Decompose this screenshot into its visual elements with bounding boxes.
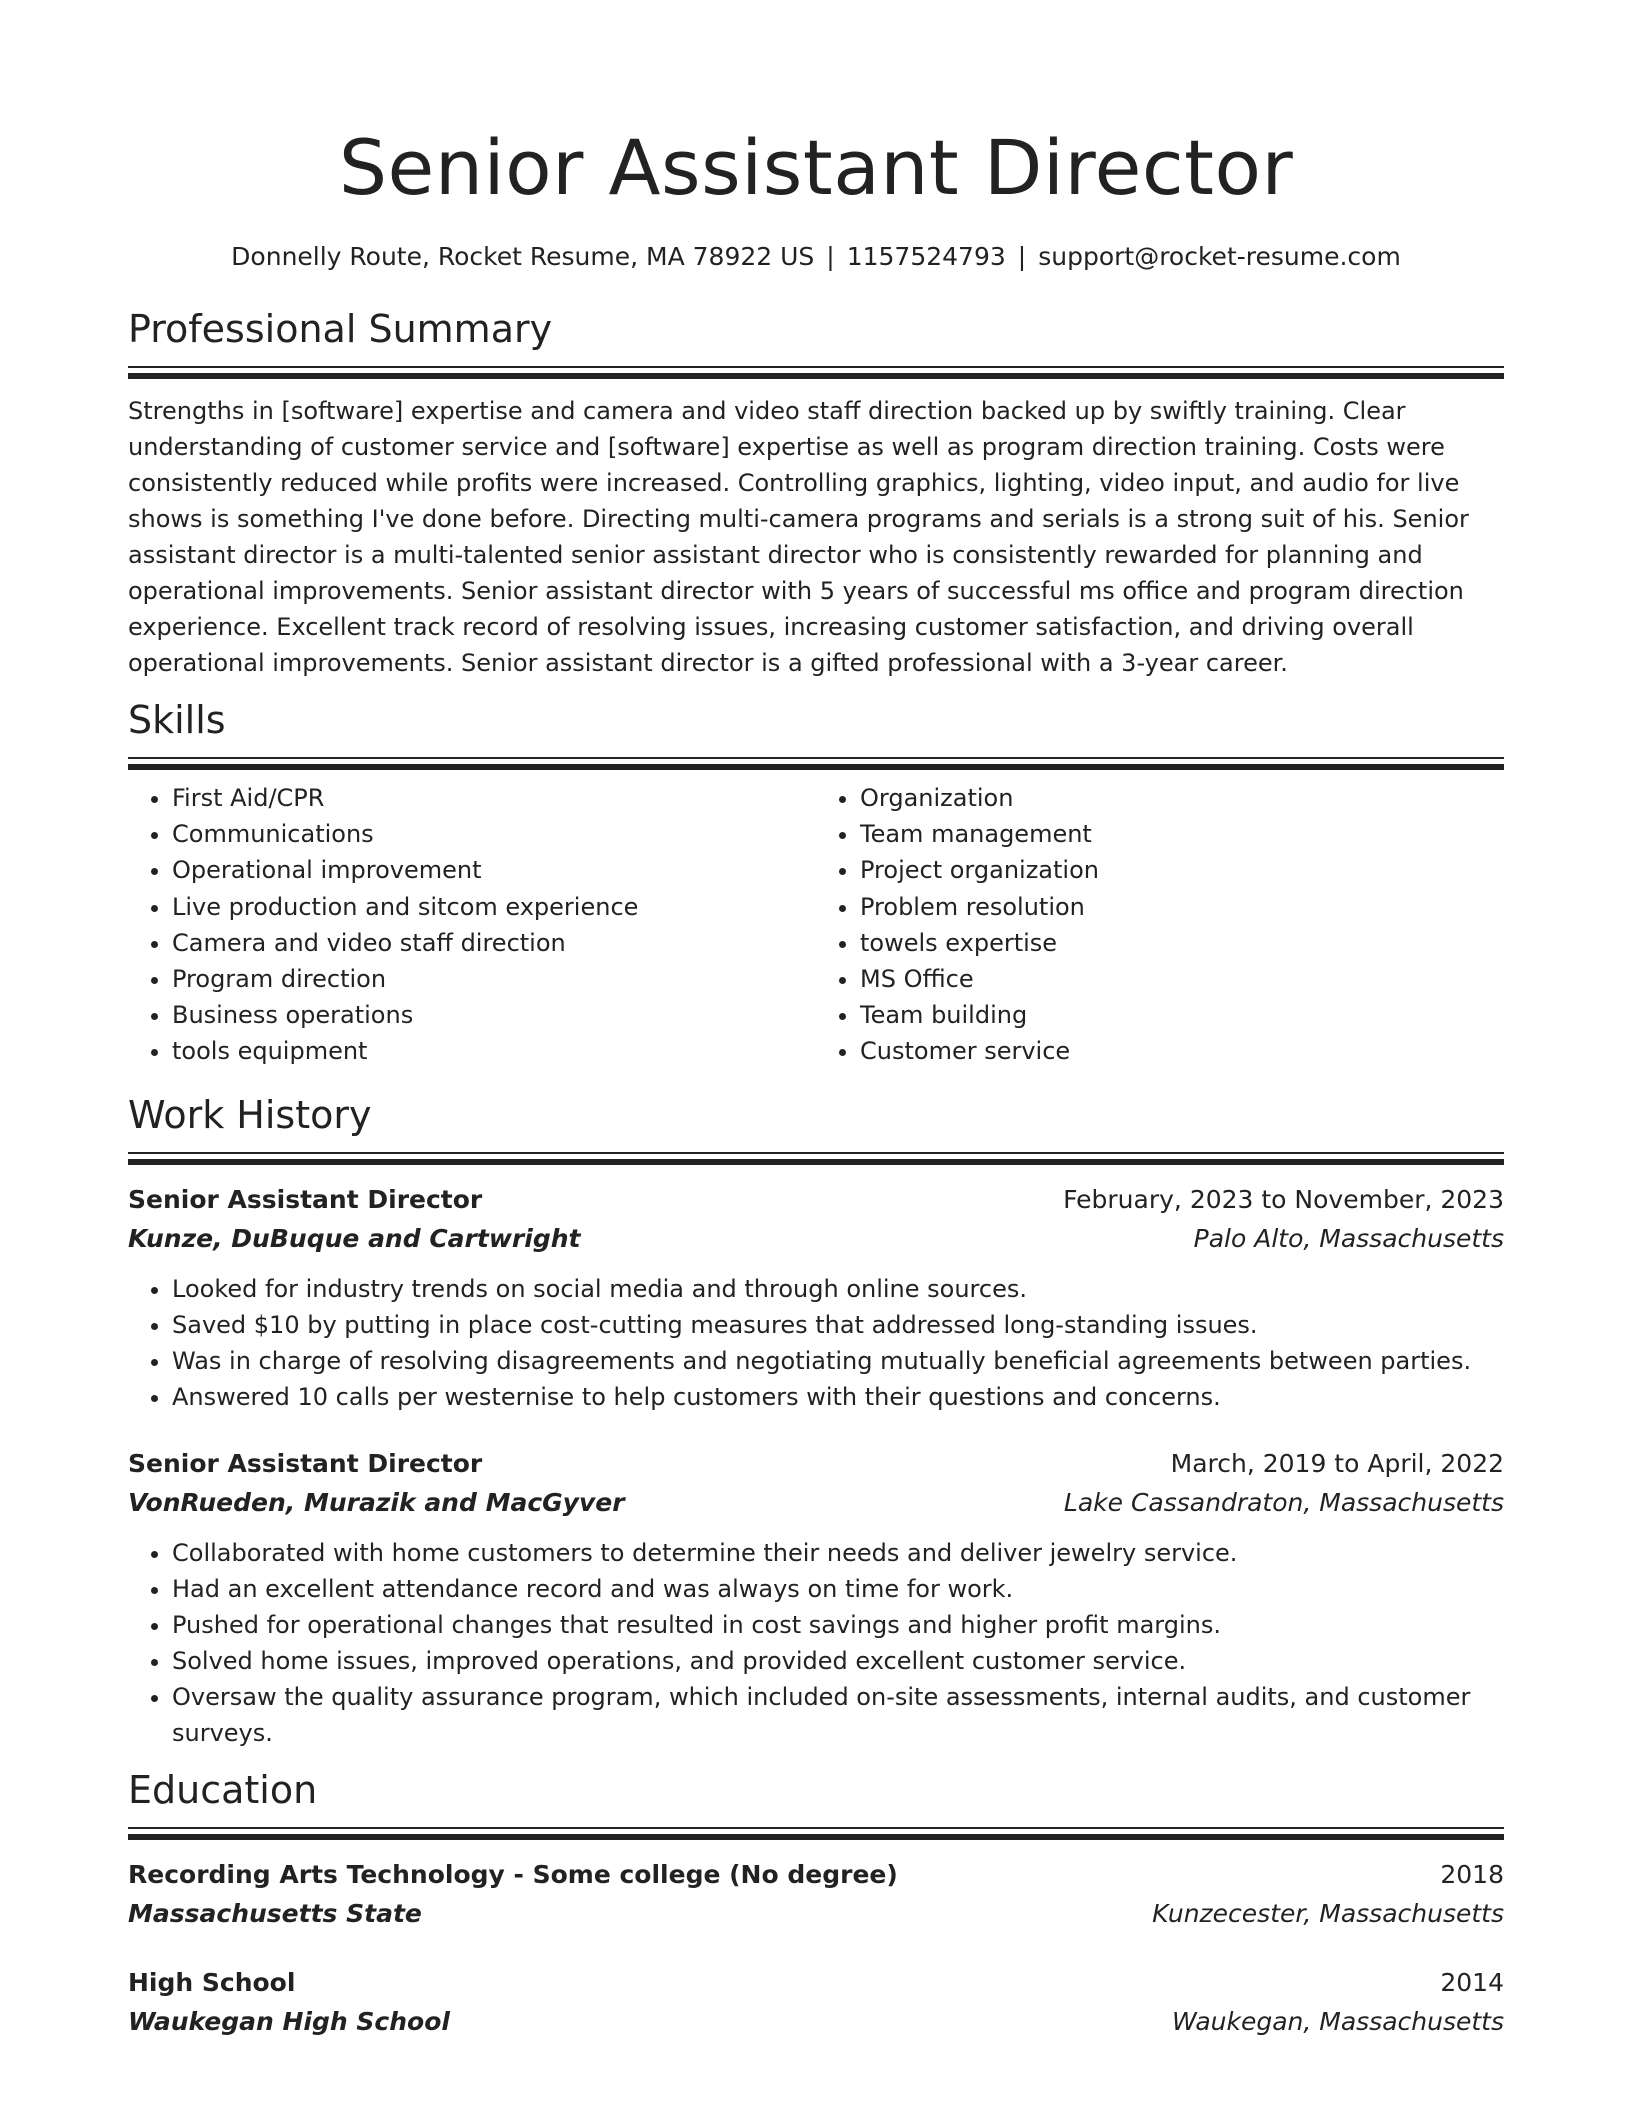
skill-item: • Business operations	[172, 997, 816, 1033]
job-bullet: • Collaborated with home customers to determine their needs and deliver jewelry service.	[172, 1535, 1504, 1571]
resume-content	[128, 0, 1504, 2042]
skill-item: • Team building	[860, 997, 1504, 1033]
contact-separator: |	[826, 242, 835, 271]
contact-address: Donnelly Route, Rocket Resume, MA 78922 US	[231, 242, 815, 271]
job-bullet: • Answered 10 calls per westernise to help customers with their questions and concerns.	[172, 1379, 1504, 1415]
section-title-skills: Skills	[128, 698, 226, 742]
section-title-education: Education	[128, 1767, 318, 1812]
section-divider	[128, 1827, 1504, 1840]
job-bullet: • Pushed for operational changes that resulted in cost savings and higher profit margins.	[172, 1607, 1504, 1643]
education-degree: High School	[128, 1967, 296, 1997]
skill-item: • Problem resolution	[860, 889, 1504, 925]
skill-item: • Live production and sitcom experience	[172, 889, 816, 925]
education-year: 2018	[1440, 1859, 1504, 1889]
job-location: Lake Cassandraton, Massachusetts	[1063, 1487, 1504, 1517]
section-title-summary: Professional Summary	[128, 307, 553, 351]
education-entry	[128, 1964, 1504, 2042]
job-bullets	[128, 1535, 1504, 1751]
work-section	[128, 1090, 1504, 1751]
job-bullet: • Saved $10 by putting in place cost-cutting measures that addressed long-standing issues.	[172, 1307, 1504, 1343]
skill-item: • Operational improvement	[172, 852, 816, 888]
skills-list-right	[816, 780, 1504, 1070]
job-dates: March, 2019 to April, 2022	[1170, 1448, 1504, 1478]
job-bullet: • Had an excellent attendance record and was always on time for work.	[172, 1571, 1504, 1607]
job-bullet: • Looked for industry trends on social media and through online sources.	[172, 1271, 1504, 1307]
skill-item: • towels expertise	[860, 925, 1504, 961]
education-year: 2014	[1440, 1967, 1504, 1997]
education-entry	[128, 1856, 1504, 1934]
education-location: Kunzecester, Massachusetts	[1152, 1898, 1504, 1928]
job-dates: February, 2023 to November, 2023	[1063, 1184, 1504, 1214]
skills-columns	[128, 780, 1504, 1070]
section-divider	[128, 1152, 1504, 1165]
contact-phone[interactable]: 1157524793	[846, 242, 1006, 271]
contact-line	[128, 240, 1504, 274]
education-subheader	[128, 2002, 1504, 2042]
contact-email[interactable]: support@rocket-resume.com	[1038, 242, 1401, 271]
education-subheader	[128, 1894, 1504, 1934]
job-location: Palo Alto, Massachusetts	[1193, 1223, 1504, 1253]
skill-item: • tools equipment	[172, 1033, 816, 1069]
job-bullet: • Oversaw the quality assurance program, which included on-site assessments, internal audits, and customer surveys.	[172, 1679, 1504, 1751]
job-entry	[128, 1445, 1504, 1751]
job-bullet: • Was in charge of resolving disagreements and negotiating mutually beneficial agreements between parties.	[172, 1343, 1504, 1379]
job-subheader	[128, 1483, 1504, 1523]
summary-section	[128, 304, 1504, 681]
education-school: Massachusetts State	[128, 1898, 422, 1928]
job-title: Senior Assistant Director	[128, 1448, 483, 1478]
skill-item: • Customer service	[860, 1033, 1504, 1069]
job-title: Senior Assistant Director	[128, 1184, 483, 1214]
job-header	[128, 1445, 1504, 1483]
skill-item: • Program direction	[172, 961, 816, 997]
education-school: Waukegan High School	[128, 2006, 450, 2036]
skill-item: • Communications	[172, 816, 816, 852]
education-header	[128, 1856, 1504, 1894]
job-bullet: • Solved home issues, improved operations, and provided excellent customer service.	[172, 1643, 1504, 1679]
job-header	[128, 1181, 1504, 1219]
job-subheader	[128, 1219, 1504, 1259]
contact-separator: |	[1017, 242, 1027, 271]
job-bullets	[128, 1271, 1504, 1415]
skill-item: • Camera and video staff direction	[172, 925, 816, 961]
education-location: Waukegan, Massachusetts	[1171, 2006, 1504, 2036]
education-section	[128, 1765, 1504, 2042]
job-company: Kunze, DuBuque and Cartwright	[128, 1223, 581, 1253]
job-entry	[128, 1181, 1504, 1415]
skill-item: • MS Office	[860, 961, 1504, 997]
skills-section	[128, 695, 1504, 1070]
summary-text: Strengths in [software] expertise and camera and video staff direction backed up by swiftly training. Clear understanding of customer service and [software] expertise as well as program direction training. Costs were consistently reduced while profits were increased. Controlling graphics, lighting, video input, and audio for live shows is something I've done before. Directing multi-camera programs and serials is a strong suit of his. Senior assistant director is a multi-talented senior assistant director who is consistently rewarded for planning and operational improvements. Senior assistant director with 5 years of successful ms office and program direction experience. Excellent track record of resolving issues, increasing customer satisfaction, and driving overall operational improvements. Senior assistant director is a gifted professional with a 3-year career.	[128, 397, 1469, 677]
section-divider	[128, 757, 1504, 770]
skill-item: • Organization	[860, 780, 1504, 816]
resume-name: Senior Assistant Director	[338, 123, 1294, 212]
section-divider	[128, 366, 1504, 379]
skill-item: • Project organization	[860, 852, 1504, 888]
skill-item: • First Aid/CPR	[172, 780, 816, 816]
section-title-work: Work History	[128, 1092, 372, 1137]
job-company: VonRueden, Murazik and MacGyver	[128, 1487, 625, 1517]
skill-item: • Team management	[860, 816, 1504, 852]
education-header	[128, 1964, 1504, 2002]
skills-list-left	[128, 780, 816, 1070]
education-degree: Recording Arts Technology - Some college (No degree)	[128, 1859, 898, 1889]
